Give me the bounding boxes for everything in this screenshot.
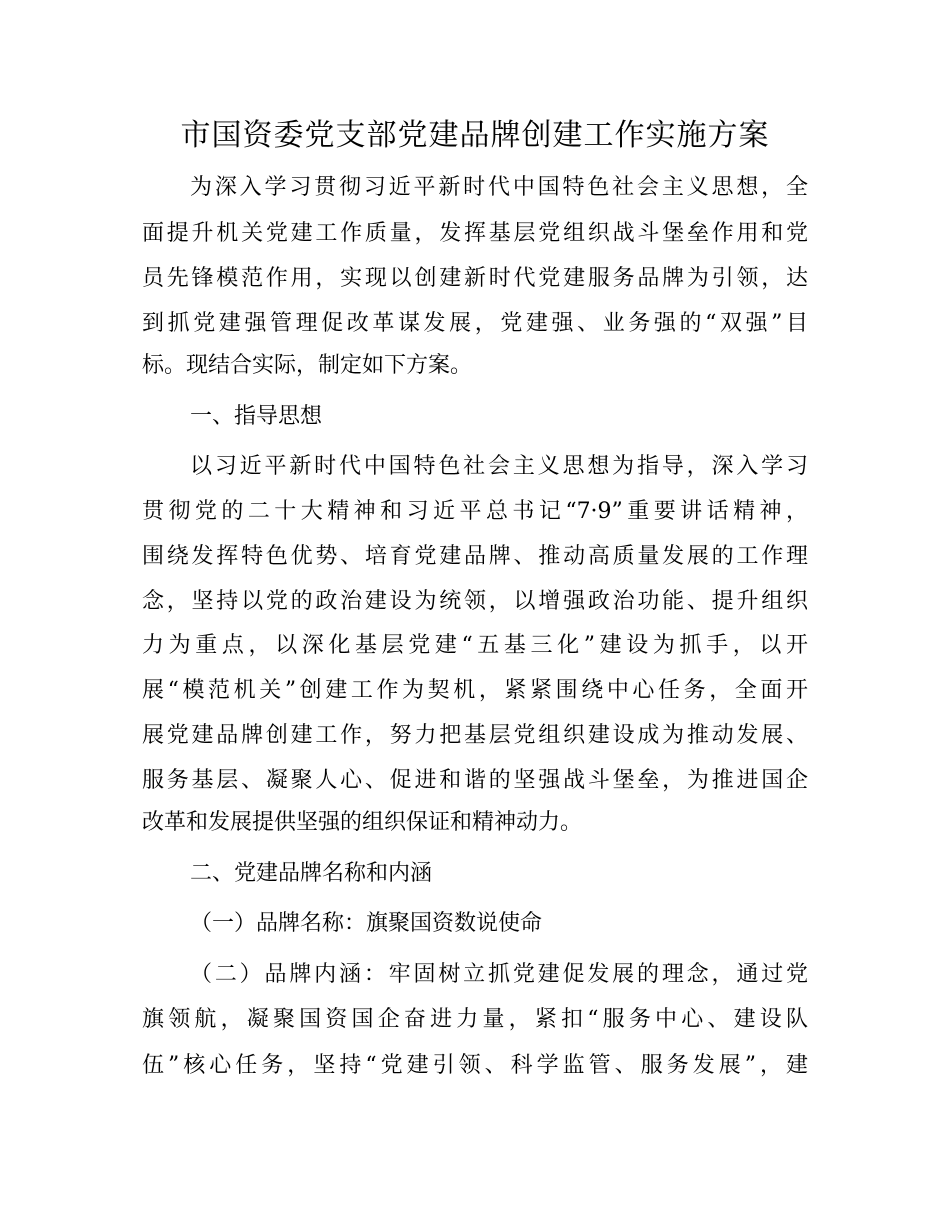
sub-heading: （一）品牌名称：旗聚国资数说使命 xyxy=(190,911,543,936)
paragraph-line: 旗领航，凝聚国资国企奋进力量，紧扣“服务中心、建设队 xyxy=(142,1007,808,1032)
paragraph-line: 伍”核心任务，坚持“党建引领、科学监管、服务发展”，建 xyxy=(142,1053,808,1078)
section-heading: 二、党建品牌名称和内涵 xyxy=(190,861,433,886)
document-title: 市国资委党支部党建品牌创建工作实施方案 xyxy=(180,118,770,153)
paragraph-line: 服务基层、凝聚人心、促进和谐的坚强战斗堡垒，为推进国企 xyxy=(142,768,808,793)
paragraph-line: 面提升机关党建工作质量，发挥基层党组织战斗堡垒作用和党 xyxy=(142,221,808,246)
paragraph-line: 改革和发展提供坚强的组织保证和精神动力。 xyxy=(142,810,583,835)
paragraph-line: （二）品牌内涵：牢固树立抓党建促发展的理念，通过党 xyxy=(190,962,808,987)
section-heading: 一、指导思想 xyxy=(190,404,323,429)
paragraph-line: 贯彻党的二十大精神和习近平总书记“7·9”重要讲话精神， xyxy=(142,499,808,524)
paragraph-line: 力为重点，以深化基层党建“五基三化”建设为抓手，以开 xyxy=(142,633,808,658)
paragraph-line: 念，坚持以党的政治建设为统领，以增强政治功能、提升组织 xyxy=(142,589,808,614)
paragraph-line: 以习近平新时代中国特色社会主义思想为指导，深入学习 xyxy=(190,454,808,479)
paragraph-line: 为深入学习贯彻习近平新时代中国特色社会主义思想，全 xyxy=(190,175,808,200)
paragraph-line: 标。现结合实际，制定如下方案。 xyxy=(142,353,473,378)
paragraph-line: 员先锋模范作用，实现以创建新时代党建服务品牌为引领，达 xyxy=(142,266,808,291)
paragraph-line: 到抓党建强管理促改革谋发展，党建强、业务强的“双强”目 xyxy=(142,311,808,336)
paragraph-line: 展党建品牌创建工作，努力把基层党组织建设成为推动发展、 xyxy=(142,723,808,748)
paragraph-line: 展“模范机关”创建工作为契机，紧紧围绕中心任务，全面开 xyxy=(142,678,808,703)
paragraph-line: 围绕发挥特色优势、培育党建品牌、推动高质量发展的工作理 xyxy=(142,544,808,569)
